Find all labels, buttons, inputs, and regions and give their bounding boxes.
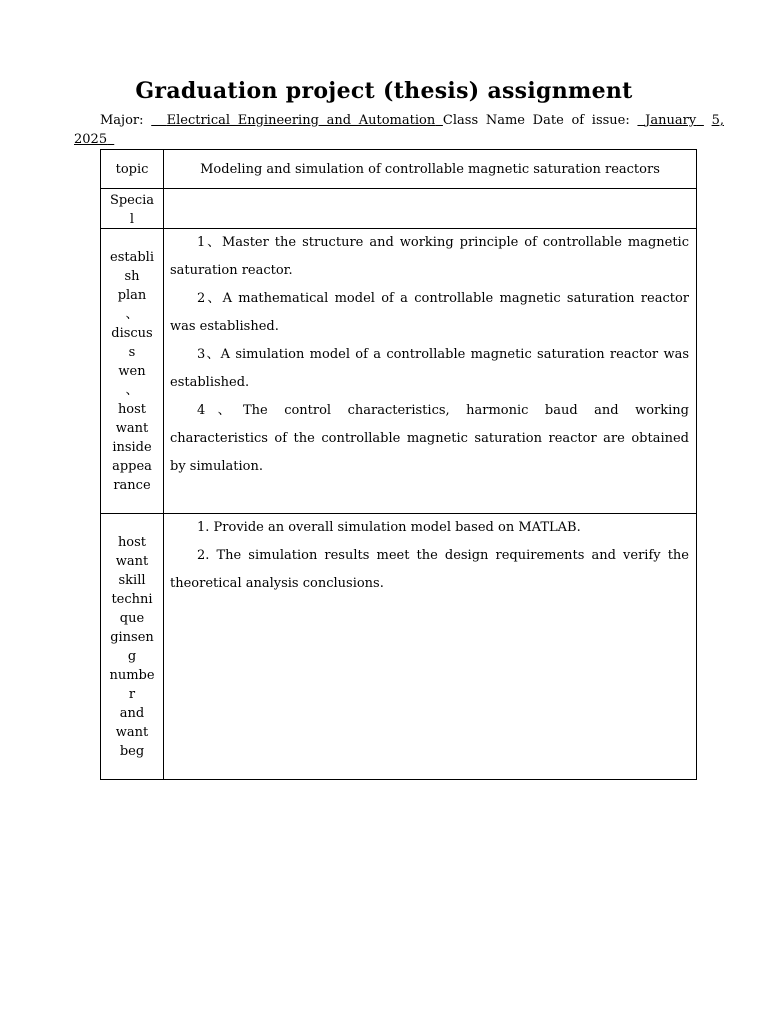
- date-label: Date of issue:: [532, 113, 630, 128]
- plan-label-line: appea: [112, 458, 152, 474]
- plan-item: 3、A simulation model of a controllable magnetic saturation reactor was established.: [170, 347, 689, 390]
- plan-label-line: s: [128, 344, 136, 360]
- special-label-line: Specia: [109, 192, 155, 208]
- plan-label-line: 、: [125, 306, 139, 322]
- special-label-line: l: [129, 211, 135, 227]
- plan-label-line: host: [117, 401, 147, 417]
- topic-label: topic: [101, 150, 164, 189]
- plan-label-line: discus: [111, 325, 153, 341]
- requirements-label-line: g: [127, 648, 137, 664]
- plan-label-line: rance: [113, 477, 151, 493]
- special-label: [101, 189, 164, 229]
- requirements-label-lines: [101, 514, 163, 779]
- special-label-lines: [101, 189, 163, 229]
- plan-label-line: want: [115, 420, 149, 436]
- plan-label-line: wen: [118, 363, 146, 379]
- table-row-plan: [101, 229, 697, 514]
- assignment-meta: [74, 111, 724, 149]
- document-title: Graduation project (thesis) assignment: [135, 78, 633, 104]
- assignment-table: [100, 149, 697, 780]
- major-value: [151, 113, 443, 128]
- special-value: [164, 189, 697, 229]
- plan-label: [101, 229, 164, 514]
- requirements-label-line: host: [117, 534, 147, 550]
- plan-label-line: inside: [112, 439, 152, 455]
- date-day: [712, 113, 724, 128]
- date-month: [637, 113, 703, 128]
- plan-label-line: 、: [125, 382, 139, 398]
- plan-label-line: establi: [110, 249, 154, 265]
- requirements-label-line: ginsen: [110, 629, 154, 645]
- date-year: [74, 132, 114, 147]
- plan-label-line: sh: [124, 268, 140, 284]
- plan-label-lines: [101, 229, 163, 513]
- requirements-label-line: r: [128, 686, 136, 702]
- requirements-content: [164, 514, 697, 780]
- major-value-text: Electrical Engineering and Automation: [166, 113, 436, 128]
- plan-label-line: plan: [117, 287, 147, 303]
- date-month-text: January: [645, 113, 697, 128]
- requirements-label-line: que: [119, 610, 145, 626]
- plan-item: 4、The control characteristics, harmonic baud and working characteristics of the controllable magnetic saturation reactor are obtained by simulation.: [170, 403, 689, 474]
- requirements-label: [101, 514, 164, 780]
- major-label: Major:: [100, 113, 144, 128]
- requirement-item: 2. The simulation results meet the design requirements and verify the theoretical analysis conclusions.: [170, 548, 689, 591]
- requirements-label-line: and: [119, 705, 145, 721]
- plan-content: [164, 229, 697, 514]
- requirements-label-line: want: [115, 724, 149, 740]
- plan-items: [164, 229, 696, 481]
- requirement-item: 1. Provide an overall simulation model based on MATLAB.: [197, 520, 581, 535]
- date-year-text: 2025: [74, 132, 108, 147]
- plan-item: 2、A mathematical model of a controllable magnetic saturation reactor was established.: [170, 291, 689, 334]
- topic-value: Modeling and simulation of controllable magnetic saturation reactors: [164, 150, 697, 189]
- requirements-label-line: numbe: [109, 667, 155, 683]
- requirements-label-line: skill: [118, 572, 146, 588]
- table-row-requirements: [101, 514, 697, 780]
- requirements-label-line: beg: [119, 743, 145, 759]
- plan-item: 1、Master the structure and working principle of controllable magnetic saturation reactor.: [170, 235, 689, 278]
- requirements-label-line: want: [115, 553, 149, 569]
- requirements-items: [164, 514, 696, 598]
- table-row-topic: [101, 150, 697, 189]
- class-label: Class Name: [442, 113, 525, 128]
- date-day-text: 5,: [711, 113, 724, 128]
- table-row-special: [101, 189, 697, 229]
- requirements-label-line: techni: [111, 591, 153, 607]
